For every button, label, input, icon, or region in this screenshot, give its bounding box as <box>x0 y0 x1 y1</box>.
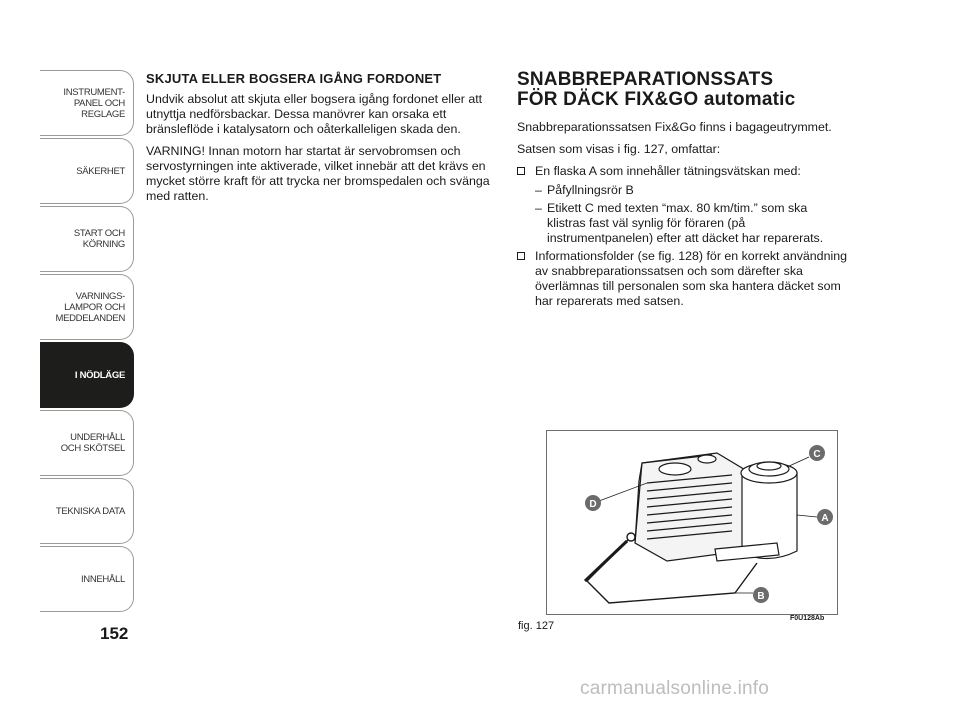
dash-bullet: – <box>535 183 542 197</box>
tab-varningslampor[interactable] <box>40 274 134 340</box>
dash-bullet: – <box>535 201 542 215</box>
tab-label: I NÖDLÄGE <box>74 369 125 381</box>
list-item <box>517 164 847 179</box>
sub-list-item-text: Etikett C med texten “max. 80 km/tim.” som ska klistras fast väl synlig för föraren (på instrumentpanelen) efter att däcket har reparerats. <box>547 201 824 245</box>
sub-list-item <box>517 201 847 246</box>
tab-label: INNEHÅLL <box>80 573 125 585</box>
title-line: FÖR DÄCK FIX&GO automatic <box>517 89 796 110</box>
list-item-text: En flaska A som innehåller tätningsvätskan med: <box>535 164 801 178</box>
tab-instrumentpanel[interactable] <box>40 70 134 136</box>
tab-start-korning[interactable] <box>40 206 134 272</box>
tab-label: SÄKERHET <box>76 165 125 177</box>
checkbox-bullet-icon <box>517 167 525 175</box>
tab-label: TEKNISKA DATA <box>55 505 125 517</box>
warning-paragraph: VARNING! Innan motorn har startat är servobromsen och servostyrningen inte aktiverade, vilket innebär att det krävs en mycket större kraft för att trycka ner bromspedalen och svänga med ratten. <box>146 144 490 203</box>
kit-illustration <box>547 431 839 616</box>
paragraph: Undvik absolut att skjuta eller bogsera igång fordonet eller att utnyttja nedförsbackar. Dessa manövrer kan orsaka ett bränsleflöde i katalysatorn och oåterkalleligen skada den. <box>146 92 483 136</box>
tab-i-nodlage[interactable] <box>40 342 134 408</box>
tab-innehall[interactable] <box>40 546 134 612</box>
tab-label: VARNINGS- LAMPOR OCH MEDDELANDEN <box>55 290 125 324</box>
tab-underhall[interactable] <box>40 410 134 476</box>
watermark: carmanualsonline.info <box>580 678 770 699</box>
page-number: 152 <box>100 624 129 643</box>
sub-list-item-text: Påfyllningsrör B <box>547 183 634 197</box>
tab-label: UNDERHÅLL OCH SKÖTSEL <box>60 432 125 454</box>
figure-code: F0U128Ab <box>790 615 825 622</box>
callout-b <box>753 587 769 603</box>
figure-fix-and-go-kit <box>546 430 838 615</box>
tab-label: START OCH KÖRNING <box>73 228 125 250</box>
svg-text:C: C <box>813 449 821 460</box>
tab-label: INSTRUMENT- PANEL OCH REGLAGE <box>63 86 125 120</box>
svg-text:B: B <box>757 591 765 602</box>
callout-a <box>817 509 833 525</box>
list-item-text: Informationsfolder (se fig. 128) för en korrekt användning av snabbreparationssatsen och som därefter ska överlämnas till personalen som ska hantera däcket som har reparerats med satsen. <box>535 249 847 308</box>
paragraph: Snabbreparationssatsen Fix&Go finns i bagageutrymmet. <box>517 120 832 134</box>
tab-tekniska-data[interactable] <box>40 478 134 544</box>
checkbox-bullet-icon <box>517 252 525 260</box>
list-item <box>517 249 847 309</box>
svg-text:A: A <box>821 513 829 524</box>
callout-c <box>809 445 825 461</box>
sub-list-item <box>517 183 847 198</box>
title-line: SNABBREPARATIONSSATS <box>517 69 774 90</box>
svg-text:D: D <box>589 499 597 510</box>
tab-sakerhet[interactable] <box>40 138 134 204</box>
compressor-drawing <box>635 453 797 561</box>
section-heading-bogsera: SKJUTA ELLER BOGSERA IGÅNG FORDONET <box>146 71 442 86</box>
left-column <box>146 72 496 211</box>
chapter-tabs <box>40 70 134 614</box>
paragraph: Satsen som visas i fig. 127, omfattar: <box>517 142 721 156</box>
right-column <box>517 70 847 313</box>
callout-d <box>585 495 601 511</box>
figure-caption: fig. 127 <box>518 620 555 632</box>
section-title-snabbreparation <box>517 70 847 110</box>
